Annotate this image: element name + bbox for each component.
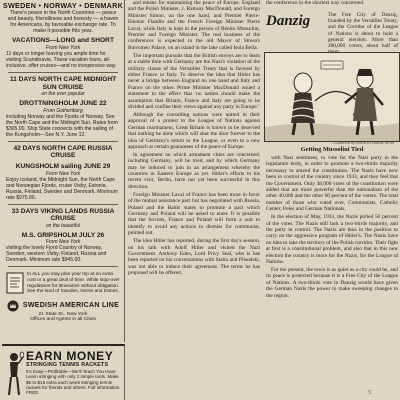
crown-icon xyxy=(7,300,19,312)
cartoon-illustration xyxy=(265,53,399,141)
tour1-title: 11 DAYS NORTH CAPE MIDNIGHT SUN CRUISE xyxy=(9,75,117,91)
line-name: SWEDISH AMERICAN LINE xyxy=(22,301,120,309)
article-column-right xyxy=(266,155,398,400)
divider xyxy=(8,204,118,205)
vacations-body: 11 days or longer leaving you ample time for visiting Scandinavia. These vacation tours, all-inclusive, offer cruises—and no inexpensive way. xyxy=(6,50,117,69)
line-address: 21 State St., New York xyxy=(38,311,88,317)
brochure-icon xyxy=(6,272,24,294)
cartoon-credit: —Cartoon by Knott in Dallas News xyxy=(331,140,394,145)
paragraph: For the present, the town is as quiet as a city could be, and its peace is protected because it is a Free City of the League of Nations. A two-thirds vote in Danzig would have given the German Nazis the power to make sweeping changes in the region. xyxy=(266,266,398,299)
tour3-body: visiting the lovely Fjord Country of Norway, Sweden, western Visby, Finland, Russia and Denmark. Minimum rate $945.00. xyxy=(6,245,107,264)
brochure-box xyxy=(2,270,124,296)
political-cartoon xyxy=(264,52,400,142)
page-number: 5 xyxy=(368,390,371,396)
tour2-body: Enjoy Iceland, the Midnight Sun, the North Cape and Norwegian Fjords, cruise Visby, Estonia, Russia, Finland, Sweden and Denmark. Minimum rate $975.00. xyxy=(6,176,118,201)
section-title: Danzig xyxy=(266,13,311,29)
tour1-sub: on the ever popular xyxy=(41,91,85,98)
ad-intro: There's peace in the North Countries — peace and beauty, friendliness and honesty — a haven for Americans, by favorable exchange rate. To make it possible this year. xyxy=(7,10,119,35)
tour3-title: 33 DAYS VIKING LANDS RUSSIA CRUISE xyxy=(11,207,115,223)
danzig-section xyxy=(266,8,398,52)
paragraph: Foreign Minister Laval of France has been more in favor of the mutual assistance pact but has negotiated with Russia, Poland and the Baltic states to promote a pact which Germany and Poland will be asked to enter. It is possible that the Soviets, France and Poland will form a unit to identify to avoid any actions to dismiss for communist, pointed out. xyxy=(128,191,260,237)
article-column-middle xyxy=(128,0,260,400)
earn-money-ad xyxy=(2,344,125,400)
earn-tagline: STRINGING TENNIS RACKETS xyxy=(26,362,109,368)
tour1-ship: DROTTNINGHOLM JUNE 22 xyxy=(19,100,107,108)
tour2-title: 42 DAYS NORTH CAPE RUSSIA CRUISE xyxy=(13,144,113,160)
divider xyxy=(8,266,118,267)
brochure-text: In ALL you may plan your trip at no extra cost or a great deal of time. While stop-over regulations for itineraries without obligation. See the land of Swedes, Norse and Danes. xyxy=(27,272,120,295)
line-banner xyxy=(2,300,124,312)
earn-text: It's Easy—Profitable—We'll Teach You How! Learn stringing with only 2 simple tools. Make $5 to $15 extra each week stringing tennis rackets for friends and others. Full information FREE. xyxy=(26,369,120,396)
tour2-ship: KUNGSHOLM sailing JUNE 29 xyxy=(15,162,111,170)
tennis-player-illustration xyxy=(4,351,24,399)
line-offices: Offices and Agents in all Cities xyxy=(30,317,96,323)
danzig-lead: The Free City of Danzig, founded by the Versailles Treaty, and the Corridor of the League of Nations is about to hold a general election. More than 200,000 voters, about half of xyxy=(328,12,398,50)
divider xyxy=(8,72,118,73)
tour1-body: including Norway and the Fjords of Norway. See the North Cape and the Midnight Sun. Rates from $305.00. Ship State connects with the sailing of the Kungsholm—See N.Y. June 12. xyxy=(6,113,118,138)
tour3-ship: M.S. GRIPSHOLM JULY 26 xyxy=(21,231,105,239)
divider xyxy=(8,141,118,142)
paragraph: In the election of May, 1933, the Nazis polled 50 percent of the votes. The Nazis still lack a two-thirds majority, and the party in control. The Nazis are thus in the position to carry on the aggressive program of Hitler's. The Nazis have no idea to take the territory of the Polish corridor. Their fight at first is a constitutional problem, and also that in this new election the country is more for the Nazis, for the League of Nations. xyxy=(266,214,398,265)
paragraph: and means for maintaining the peace of Europe. England and the Polish Minister, J. Ramsay MacDonald, and Foreign Minister Simon, on the one hand, and Premier Pierre-Etienne Flandin and the French Foreign Minister Pierre Laval, while Italy is kept in the person of Benito Mussolini, Premier and Foreign Minister. The real business of the conferences is expected in the old Mayor of Stresa's Borromeo Palace, on an island in the lake called Isola Bella. xyxy=(128,0,260,51)
vacations-sub: From New York xyxy=(45,44,81,51)
earn-headline: EARN MONEY xyxy=(26,349,114,363)
swedish-american-line-ad xyxy=(2,0,125,342)
paragraph: Although the consulting nations were united in their approval of a protest to the League of Nations against German rearmament, Great Britain is known to be deserved that nothing be done which will shut the door forever to the idea of Germany's return to the League, or even to a new approach at certain guarantees of the peace of Europe. xyxy=(128,111,260,150)
paragraph: The important pursuits that the British envoys are to learn at a stable time with Germany are the Nazi's violation of the military clause of the Versailles Treaty that is favored by either France or Italy. To deserve the idea that Hitler has never a bridge between England on one hand and Italy and France on the other. Prime Minister MacDonald issued a statement to the effect that 'no nation should make the assumption that Britain, France and Italy are going to be divided and confine their views against any party in Europe.' xyxy=(128,52,260,110)
col3-top-line: the conference in the shortest way concerned. xyxy=(266,0,365,6)
tour2-from: From New York xyxy=(45,170,81,177)
paragraph: with Nazi sentiment, to vote for the Nazi party in the legislature body, in order to promote a two-thirds majority necessary to amend the constitution. The Nazis have now been in control of the country since 1933, and they feel that the Government. Only 38,000 votes of the constitution were added that are more powerful than the nationalism of the other 40,000 and the other 60 percent of the voters. The total number of those who voted over, Communists, Catholic Center, Poles and German Nationals. xyxy=(266,155,398,213)
paragraph: The idea Hitler has reported, during the first day's session, on his talk with Adolf Hitler and visited the Nazi Government. Anthony Eden, Lord Privy Seal, who is has been reported on his conversations with Stalin and Pilsudski, was not able to induce their agreement. The terms he has proposed will be offered. xyxy=(128,238,260,277)
cartoon-caption: Getting Mussolini Tied xyxy=(300,146,364,153)
tour3-from: From New York xyxy=(45,239,81,246)
vacations-title: VACATIONS—LONG and SHORT xyxy=(12,37,114,45)
tour3-sub: on the beautiful xyxy=(45,222,81,229)
tour1-from: From Gothenburg xyxy=(43,107,83,114)
ad-header: SWEDEN • NORWAY • DENMARK xyxy=(2,1,124,10)
paragraph: In agreement on which armament cities are concerned, including Germany, will be tried, and by which Germany may be induced to join in an arrangement whereby the countries in Eastern Europe as yet. Hitler's efforts in his recent visit, Berlin, have not yet been successful in this direction. xyxy=(128,151,260,190)
